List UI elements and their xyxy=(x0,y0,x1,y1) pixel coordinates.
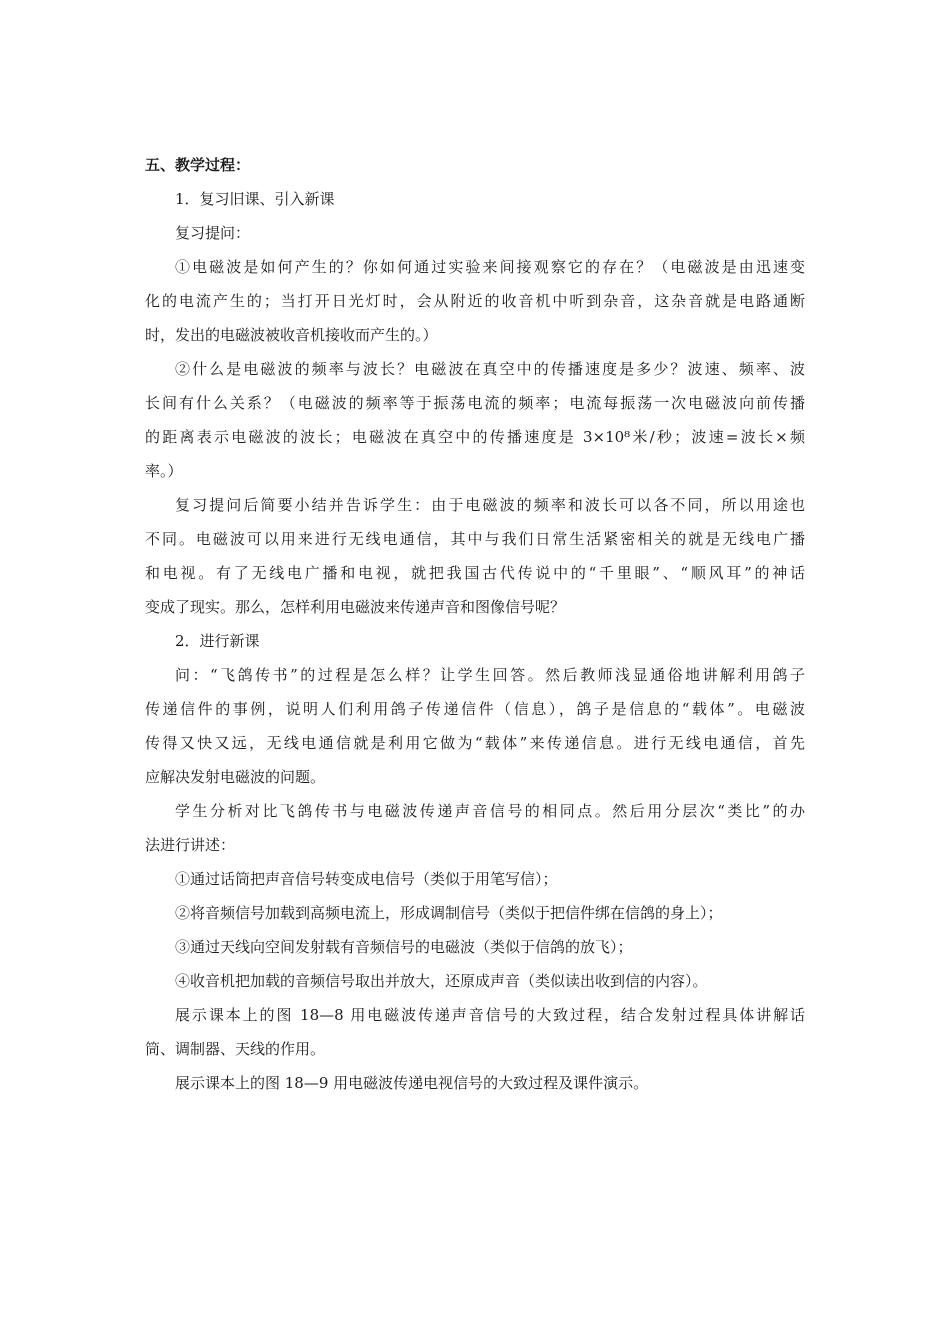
list-item: ④收音机把加载的音频信号取出并放大，还原成声音（类似读出收到信的内容）。 xyxy=(175,972,708,990)
paragraph-line: 率。） xyxy=(145,462,183,480)
paragraph-line: 长间有什么关系？（电磁波的频率等于振荡电流的频率；电流每振荡一次电磁波向前传播 xyxy=(145,394,805,412)
review-label: 复习提问： xyxy=(175,224,251,242)
paragraph-line: 时，发出的电磁波被收音机接收而产生的。） xyxy=(145,326,438,344)
paragraph-line: 展示课本上的图 18—8 用电磁波传递声音信号的大致过程，结合发射过程具体讲解话 xyxy=(175,1006,805,1024)
paragraph-line: 学生分析对比飞鸽传书与电磁波传递声音信号的相同点。然后用分层次“类比”的办 xyxy=(175,802,805,820)
paragraph-line: 传得又快又远，无线电通信就是利用它做为“载体”来传递信息。进行无线电通信，首先 xyxy=(145,734,805,752)
list-item: ③通过天线向空间发射载有音频信号的电磁波（类似于信鸽的放飞）； xyxy=(175,938,633,956)
step-2-heading: 2．进行新课 xyxy=(175,632,260,650)
paragraph-line: 法进行讲述： xyxy=(145,836,236,854)
step-1-heading: 1．复习旧课、引入新课 xyxy=(175,190,335,208)
section-heading: 五、教学过程： xyxy=(145,156,251,174)
document-body xyxy=(145,148,805,1100)
paragraph-line: 的距离表示电磁波的波长；电磁波在真空中的传播速度是 3×10⁸米/秒；波速=波长×频 xyxy=(145,428,805,446)
paragraph-line: 和电视。有了无线电广播和电视，就把我国古代传说中的“千里眼”、“顺风耳”的神话 xyxy=(145,564,805,582)
pigeon-paragraph xyxy=(145,658,805,794)
analogy-list xyxy=(145,862,805,998)
analysis-paragraph xyxy=(145,794,805,862)
paragraph-line: ①电磁波是如何产生的？你如何通过实验来间接观察它的存在？（电磁波是由迅速变 xyxy=(175,258,805,276)
paragraph-line: 传递信件的事例，说明人们利用鸽子传递信件（信息），鸽子是信息的“载体”。电磁波 xyxy=(145,700,805,718)
paragraph-line: 筒、调制器、天线的作用。 xyxy=(145,1040,326,1058)
paragraph-line: 变成了现实。那么，怎样利用电磁波来传递声音和图像信号呢？ xyxy=(145,598,566,616)
list-item: ②将音频信号加载到高频电流上，形成调制信号（类似于把信件绑在信鸽的身上）； xyxy=(175,904,723,922)
review-question-2 xyxy=(145,352,805,488)
paragraph-line: ②什么是电磁波的频率与波长？电磁波在真空中的传播速度是多少？波速、频率、波 xyxy=(175,360,805,378)
paragraph-line: 应解决发射电磁波的问题。 xyxy=(145,768,326,786)
summary-paragraph xyxy=(145,488,805,624)
paragraph-line: 问：“飞鸽传书”的过程是怎么样？让学生回答。然后教师浅显通俗地讲解利用鸽子 xyxy=(175,666,805,684)
figure-18-8-paragraph xyxy=(145,998,805,1066)
review-question-1 xyxy=(145,250,805,352)
list-item: ①通过话筒把声音信号转变成电信号（类似于用笔写信）； xyxy=(175,870,558,888)
paragraph-line: 不同。电磁波可以用来进行无线电通信，其中与我们日常生活紧密相关的就是无线电广播 xyxy=(145,530,805,548)
paragraph-line: 复习提问后简要小结并告诉学生：由于电磁波的频率和波长可以各不同，所以用途也 xyxy=(175,496,805,514)
paragraph-line: 化的电流产生的；当打开日光灯时，会从附近的收音机中听到杂音，这杂音就是电路通断 xyxy=(145,292,805,310)
figure-18-9-paragraph: 展示课本上的图 18—9 用电磁波传递电视信号的大致过程及课件演示。 xyxy=(175,1074,649,1092)
